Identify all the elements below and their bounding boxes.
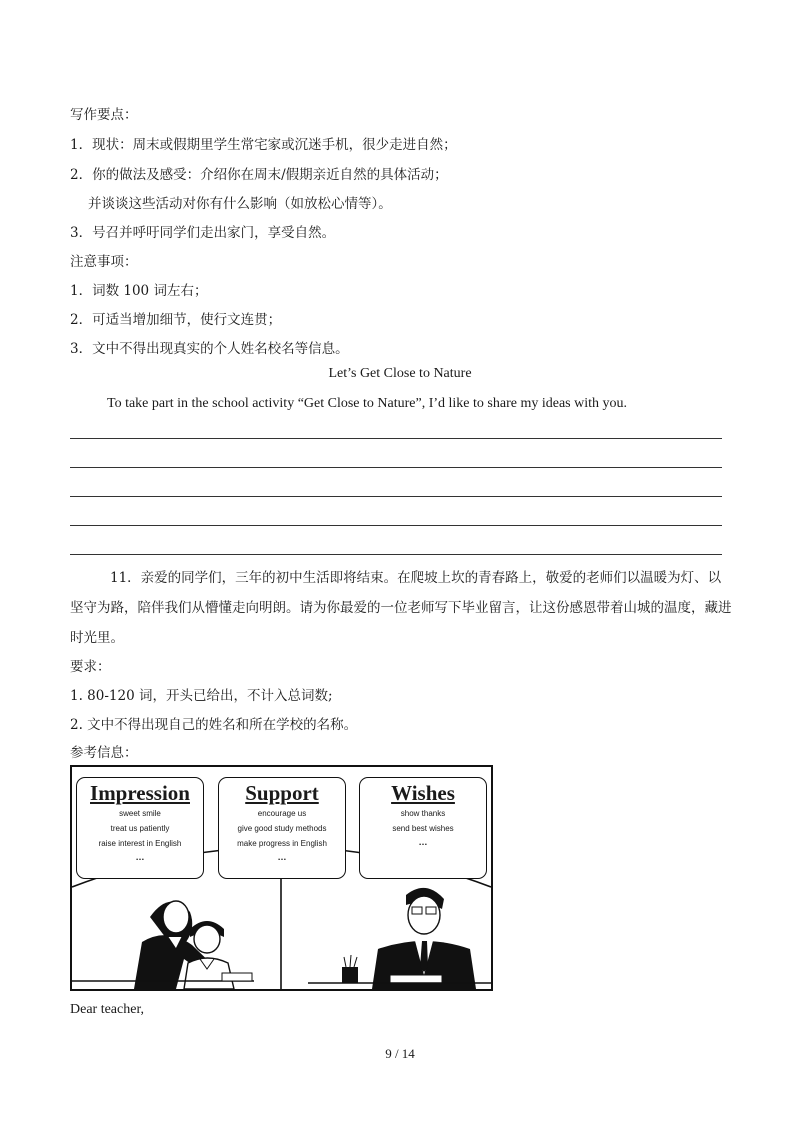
- question-11-text: 11．亲爱的同学们，三年的初中生活即将结束。在爬坡上坎的青春路上，敬爱的老师们以温暖为灯、以坚守为路，陪伴我们从懵懂走向明朗。请为你最爱的一位老师写下毕业留言，让这份感恩带着山城的温度，藏进时光里。: [70, 570, 732, 646]
- impression-more: …: [135, 852, 145, 862]
- letter-salutation: Dear teacher,: [70, 1002, 145, 1017]
- essay-title: Let’s Get Close to Nature: [328, 366, 472, 381]
- wishes-item: send best wishes: [392, 824, 454, 833]
- note-2: 2．可适当增加细节，使行文连贯；: [70, 312, 282, 328]
- support-title: Support: [245, 781, 319, 805]
- writing-point-2-continued: 并谈谈这些活动对你有什么影响（如放松心情等）。: [88, 196, 392, 212]
- note-1: 1．词数 100 词左右；: [70, 283, 208, 299]
- reference-figure: [70, 765, 493, 991]
- wishes-item: show thanks: [400, 809, 446, 818]
- impression-item: sweet smile: [119, 809, 161, 818]
- writing-point-2: 2．你的做法及感受：介绍你在周末/假期亲近自然的具体活动；: [70, 167, 448, 183]
- impression-item: raise interest in English: [98, 839, 182, 848]
- writing-points-heading: 写作要点：: [70, 107, 138, 123]
- impression-panel: [76, 777, 204, 879]
- reference-heading: 参考信息：: [70, 745, 138, 761]
- answer-line: [70, 554, 722, 555]
- wishes-panel: [359, 777, 487, 879]
- support-panel: [218, 777, 346, 879]
- answer-line: [70, 525, 722, 526]
- wishes-more: …: [418, 837, 428, 847]
- answer-line: [70, 467, 722, 468]
- requirement-2: 2. 文中不得出现自己的姓名和所在学校的名称。: [70, 717, 358, 733]
- requirement-1: 1. 80-120 词，开头已给出，不计入总词数;: [70, 688, 333, 704]
- page-number: 9 / 14: [385, 1046, 415, 1061]
- support-item: give good study methods: [237, 824, 327, 833]
- support-more: …: [277, 852, 287, 862]
- notes-heading: 注意事项：: [70, 254, 138, 270]
- impression-item: treat us patiently: [110, 824, 170, 833]
- writing-point-3: 3．号召并呼吁同学们走出家门，享受自然。: [70, 225, 336, 241]
- note-3: 3．文中不得出现真实的个人姓名校名等信息。: [70, 341, 349, 357]
- answer-line: [70, 496, 722, 497]
- writing-point-1: 1．现状：周末或假期里学生常宅家或沉迷手机，很少走进自然；: [70, 137, 457, 153]
- requirements-heading: 要求：: [70, 659, 111, 675]
- essay-opening: To take part in the school activity “Get Close to Nature”, I’d like to share my ideas with you.: [107, 396, 627, 411]
- impression-title: Impression: [90, 781, 190, 805]
- support-item: encourage us: [257, 809, 307, 818]
- wishes-title: Wishes: [391, 781, 455, 805]
- answer-line: [70, 438, 722, 439]
- support-item: make progress in English: [237, 839, 327, 848]
